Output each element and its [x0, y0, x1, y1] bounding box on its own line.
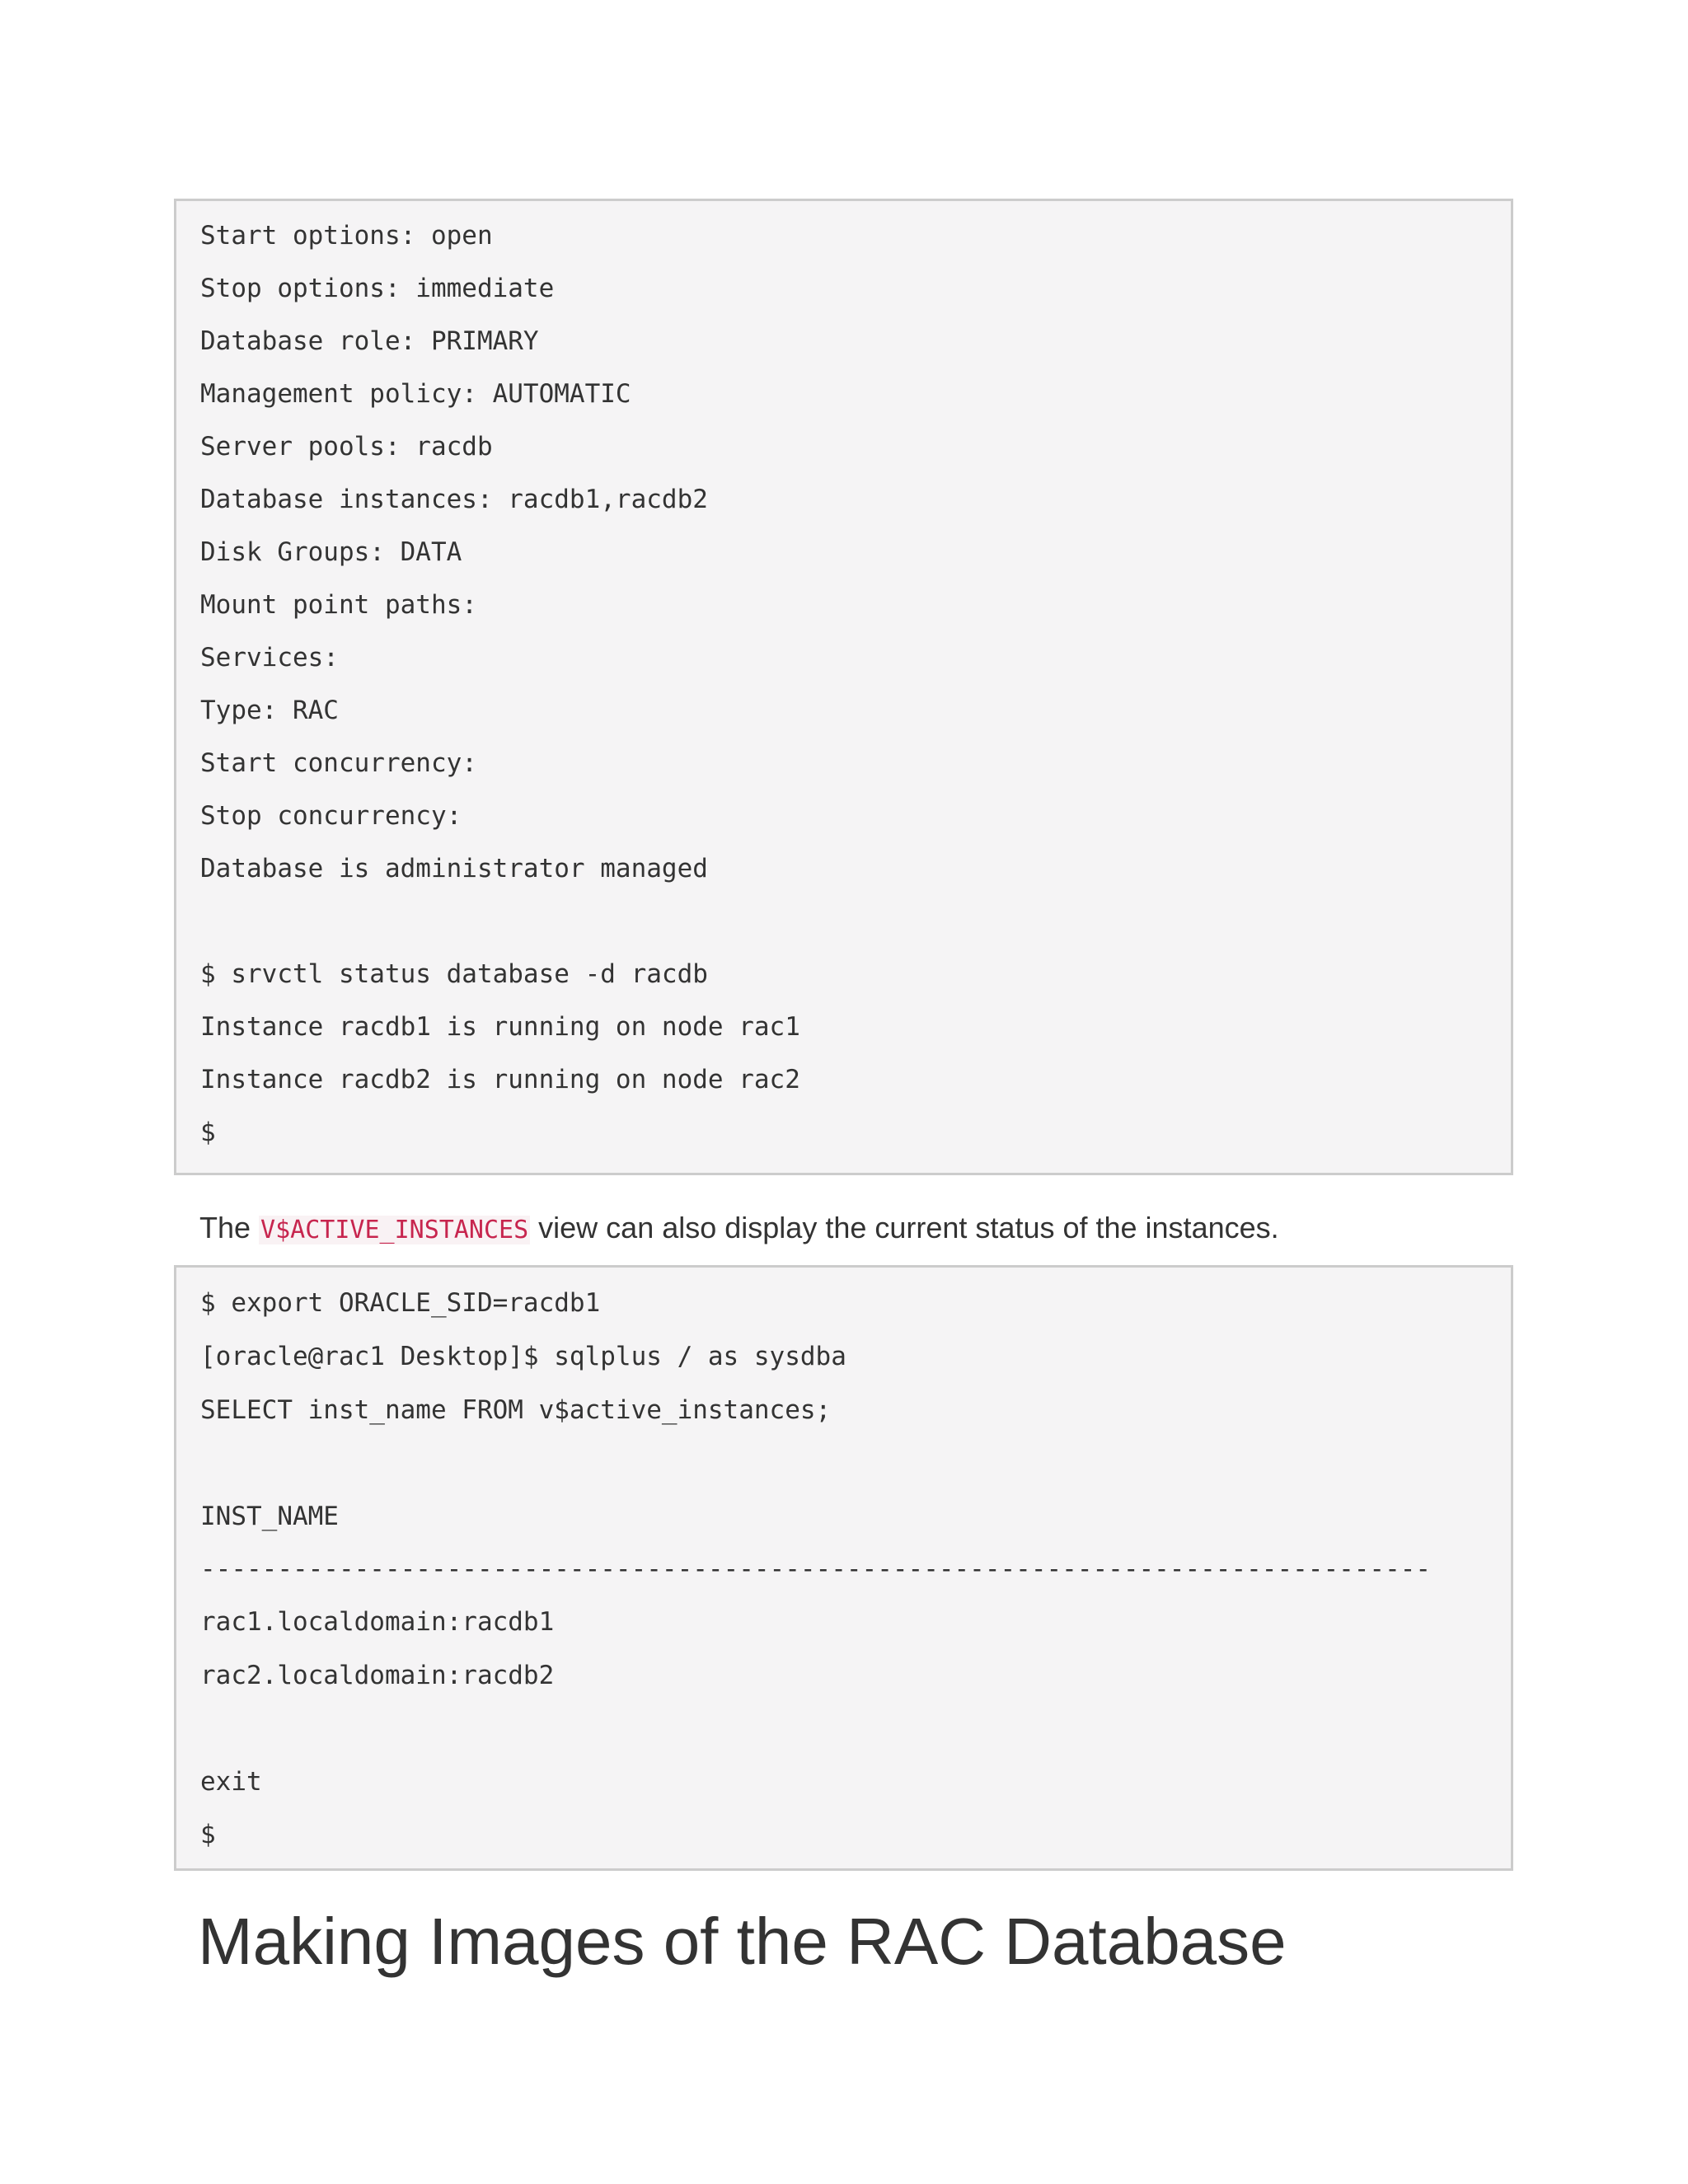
code-line: Database is administrator managed	[200, 854, 708, 883]
code-line: Start concurrency:	[200, 748, 477, 778]
code-line: Server pools: racdb	[200, 432, 493, 462]
code-line: INST_NAME	[200, 1502, 339, 1531]
code-line: Type: RAC	[200, 696, 339, 725]
inline-code-view-name: V$ACTIVE_INSTANCES	[260, 1216, 529, 1244]
code-line: Database role: PRIMARY	[200, 326, 539, 356]
code-line: Start options: open	[200, 221, 493, 251]
code-line: Services:	[200, 643, 339, 673]
code-block-sqlplus	[174, 1265, 1513, 1871]
code-line: Instance racdb2 is running on node rac2	[200, 1065, 800, 1094]
paragraph-text-before: The	[199, 1211, 260, 1244]
code-line: Stop options: immediate	[200, 274, 555, 303]
section-heading: Making Images of the RAC Database	[198, 1905, 1287, 1978]
code-line: $	[200, 1820, 216, 1849]
code-line: rac1.localdomain:racdb1	[200, 1607, 555, 1637]
code-line: Database instances: racdb1,racdb2	[200, 485, 708, 514]
code-block-srvctl	[174, 199, 1513, 1175]
code-line: $ export ORACLE_SID=racdb1	[200, 1288, 601, 1318]
code-line: rac2.localdomain:racdb2	[200, 1661, 555, 1690]
code-line: Stop concurrency:	[200, 801, 462, 831]
paragraph-text-after: view can also display the current status of the instances.	[530, 1211, 1279, 1244]
body-paragraph	[199, 1210, 1279, 1249]
code-line: [oracle@rac1 Desktop]$ sqlplus / as sysdba	[200, 1342, 846, 1371]
code-line: SELECT inst_name FROM v$active_instances;	[200, 1395, 832, 1425]
code-line: Management policy: AUTOMATIC	[200, 379, 631, 409]
code-line: --------------------------------------------------------------------------------	[200, 1554, 1432, 1584]
code-line: $ srvctl status database -d racdb	[200, 959, 708, 989]
code-line: Mount point paths:	[200, 590, 477, 620]
code-line: exit	[200, 1767, 262, 1797]
code-line: $	[200, 1118, 216, 1147]
code-line: Instance racdb1 is running on node rac1	[200, 1012, 800, 1042]
code-line: Disk Groups: DATA	[200, 537, 462, 567]
